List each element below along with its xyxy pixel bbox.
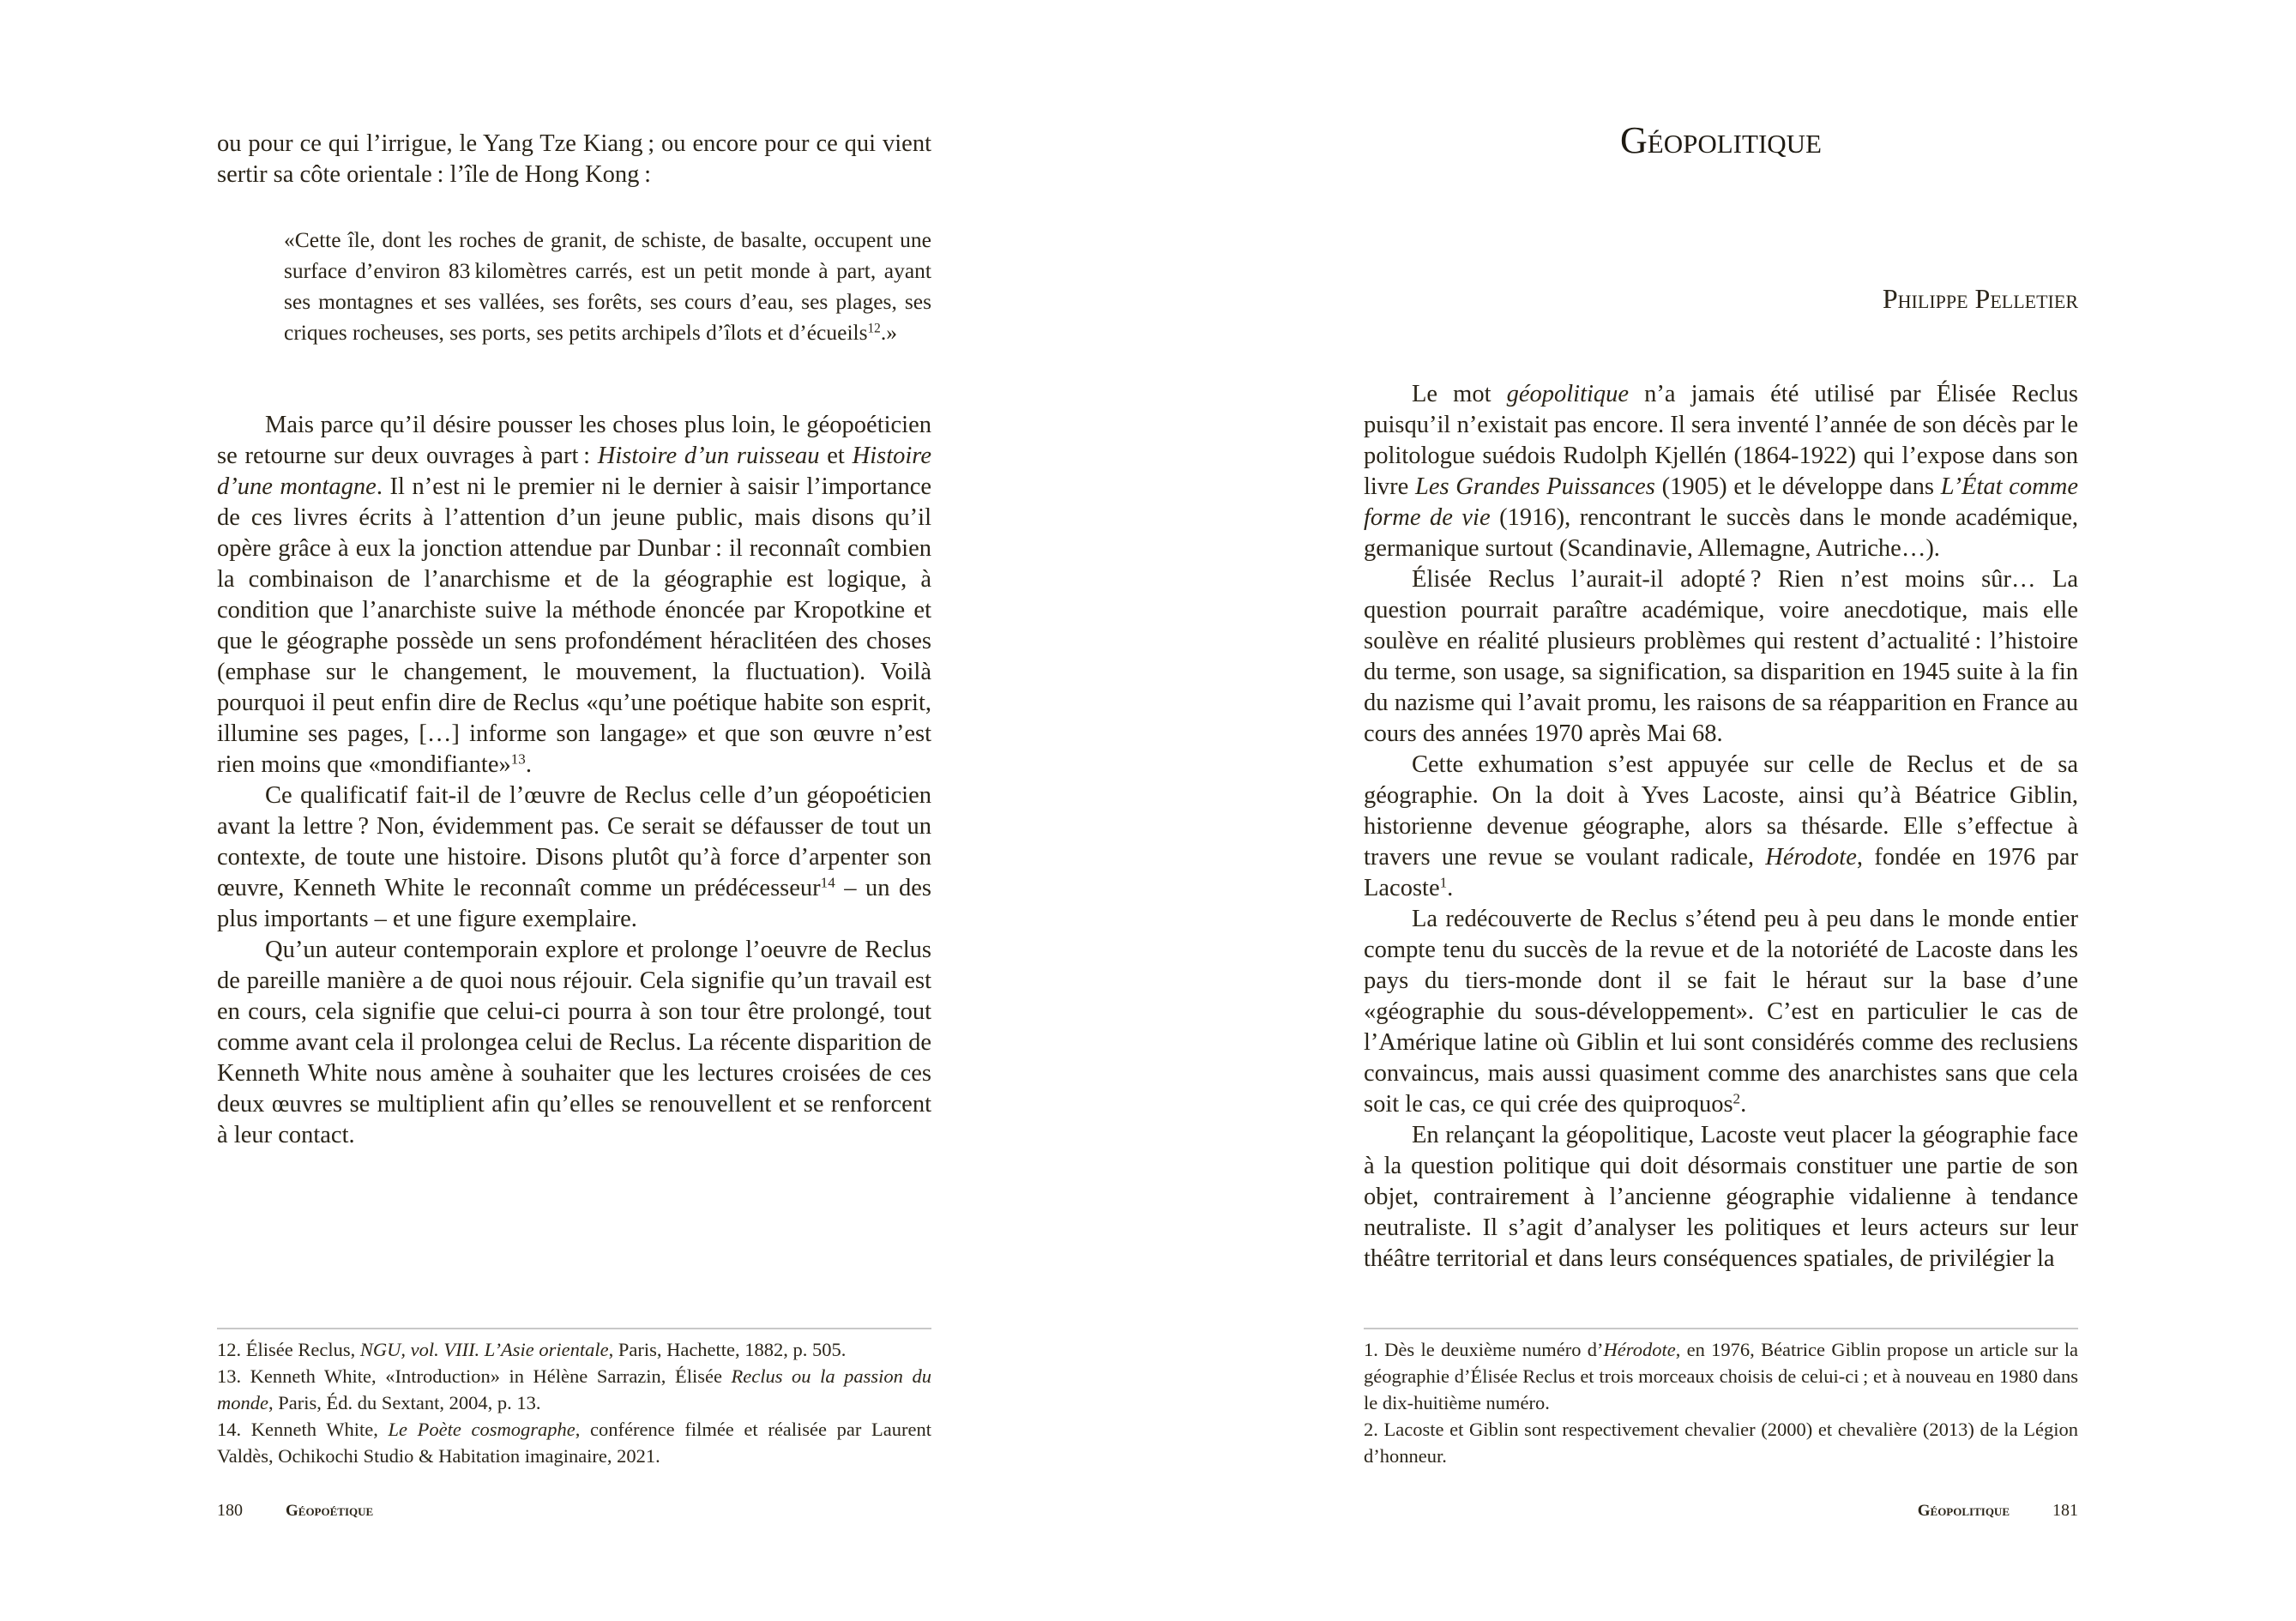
italic-text: Le Poète cosmographe (388, 1419, 576, 1440)
right-body (1364, 379, 2078, 1275)
text-run: 14. Kenneth White, (217, 1419, 389, 1440)
text-run: La redécouverte de Reclus s’étend peu à peu dans le monde entier compte tenu du succès de la revue et de la notoriété de Lacoste dans les pays du tiers-monde dont il se fait le héraut sur la base d’une «géographie du sous-développement». C’est en particulier le cas de l’Amérique latine où Giblin et lui sont considérés comme des reclusiens convaincus, mais aussi quasiment comme des anarchistes sans que cela soit le cas, ce qui crée des quiproquos (1364, 906, 2078, 1118)
footnote-ref: 2 (1733, 1090, 1741, 1107)
text-run: En relançant la géopolitique, Lacoste veut placer la géographie face à la question politique qui doit désormais constituer une partie de son objet, contrairement à l’ancienne géographie vidalienne à tendance neutraliste. Il s’agit d’analyser les politiques et leurs acteurs sur leur théâtre territorial et dans leurs conséquences spatiales, de privilégier la (1364, 1122, 2078, 1272)
running-head: Géopoétique (286, 1502, 374, 1520)
text-run: (1905) et le développe dans (1654, 473, 1941, 500)
italic-text: Histoire d’un ruisseau (597, 443, 820, 469)
text-run: Ce qualificatif fait-il de l’œuvre de Reclus celle d’un géopoéticien avant la lettre ? Non, évidemment pas. Ce serait se défausser de tout un contexte, de toute une histoire. Disons plutôt qu’à force d’arpenter son œuvre, Kenneth White le reconnaît comme un prédécesseur (217, 782, 931, 901)
footnote (1364, 1416, 2078, 1469)
text-run: ou pour ce qui l’irrigue, le Yang Tze Kiang ; ou encore pour ce qui vient sertir sa côte orientale : l’île de Hong Kong : (217, 130, 931, 188)
italic-text: NGU, vol. VIII. L’Asie orientale (359, 1339, 609, 1360)
text-run: .» (880, 320, 897, 345)
right-footer (1364, 1501, 2078, 1521)
paragraph (217, 410, 931, 780)
footnote (217, 1416, 931, 1469)
italic-text: Hérodote (1603, 1339, 1676, 1360)
footnote (1364, 1336, 2078, 1416)
paragraph (217, 780, 931, 935)
paragraph (1364, 750, 2078, 904)
text-run: , fondée en 1976 par Lacoste (1364, 844, 2078, 901)
text-run: 2. Lacoste et Giblin sont respectivement chevalier (2000) et chevalière (2013) de la Légion d’honneur. (1364, 1419, 2078, 1467)
text-run: . (1447, 875, 1454, 901)
paragraph (217, 129, 931, 190)
text-run: , Paris, Hachette, 1882, p. 505. (608, 1339, 847, 1360)
text-run: n’a jamais été utilisé par Élisée Reclus puisqu’il n’existait pas encore. Il sera inventé l’année de son décès par le politologue suédois Rudolph Kjellén (1864-1922) qui l’expose dans son livre (1364, 381, 2078, 500)
chapter-title: Géopolitique (1620, 119, 1822, 161)
text-run: (1916), rencontrant le succès dans le monde académique, germanique surtout (Scandinavie, Allemagne, Autriche…). (1364, 504, 2078, 562)
italic-text: Les Grandes Puissances (1414, 473, 1655, 500)
text-run: . (1740, 1091, 1747, 1118)
italic-text: Histoire d’une montagne (217, 443, 931, 500)
quote-text (284, 225, 931, 348)
paragraph (1364, 1120, 2078, 1275)
text-run: . (525, 751, 532, 778)
right-footnotes (1364, 1328, 2078, 1469)
text-run: , en 1976, Béatrice Giblin propose un article sur la géographie d’Élisée Reclus et trois morceaux choisis de celui-ci ; et à nouveau en 1980 dans le dix-huitième numéro. (1364, 1339, 2078, 1413)
text-run: «Cette île, dont les roches de granit, de schiste, de basalte, occupent une surface d’environ 83 kilomètres carrés, est un petit monde à part, ayant ses montagnes et ses vallées, ses forêts, ses cours d’eau, ses plages, ses criques rocheuses, ses ports, ses petits archipels d’îlots et d’écueils (284, 227, 931, 345)
footnote-ref: 12 (867, 321, 881, 336)
text-run: Le mot (1412, 381, 1507, 407)
chapter-author: Philippe Pelletier (1882, 283, 2078, 314)
footnote-ref: 13 (510, 750, 526, 768)
footnote-ref: 1 (1439, 874, 1448, 891)
running-head: Géopolitique (1917, 1502, 2010, 1520)
paragraph (1364, 379, 2078, 564)
paragraph (217, 935, 931, 1151)
footnote-ref: 14 (820, 874, 835, 891)
page-number: 180 (217, 1501, 243, 1520)
text-run: Élisée Reclus l’aurait-il adopté ? Rien n’est moins sûr… La question pourrait paraître académique, voire anecdotique, mais elle soulève en réalité plusieurs problèmes qui restent d’actualité : l’histoire du terme, son usage, sa signification, sa disparition en 1945 suite à la fin du nazisme qui l’avait promu, les raisons de sa réapparition en France au cours des années 1970 après Mai 68. (1364, 566, 2078, 747)
left-body (217, 410, 931, 1151)
left-intro (217, 129, 931, 190)
italic-text: Reclus ou la passion du monde (217, 1365, 931, 1413)
text-run: , Paris, Éd. du Sextant, 2004, p. 13. (268, 1392, 541, 1413)
text-run: 1. Dès le deuxième numéro d’ (1364, 1339, 1604, 1360)
footnote (217, 1336, 931, 1363)
text-run: . Il n’est ni le premier ni le dernier à saisir l’importance de ces livres écrits à l’attention d’un jeune public, mais disons qu’il opère grâce à eux la jonction attendue par Dunbar : il reconnaît combien la combinaison de l’anarchisme et de la géographie est logique, à condition que l’anarchiste suive la méthode énoncée par Kropotkine et que le géographe possède un sens profondément héraclitéen des choses (emphase sur le changement, le mouvement, la fluctuation). Voilà pourquoi il peut enfin dire de Reclus «qu’une poétique habite son esprit, illumine ses pages, […] informe son langage» et que son œuvre n’est rien moins que «mondifiante» (217, 473, 931, 778)
left-footer (217, 1501, 931, 1521)
footnote (217, 1363, 931, 1416)
page-number: 181 (2052, 1501, 2078, 1520)
text-run: – un des plus importants – et une figure exemplaire. (217, 875, 931, 932)
paragraph (1364, 904, 2078, 1120)
left-footnotes (217, 1328, 931, 1469)
paragraph (1364, 564, 2078, 750)
italic-text: géopolitique (1506, 381, 1630, 407)
block-quote (284, 225, 931, 348)
text-run: Cette exhumation s’est appuyée sur celle de Reclus et de sa géographie. On la doit à Yves Lacoste, ainsi qu’à Béatrice Giblin, historienne devenue géographe, alors sa thésarde. Elle s’effectue à travers une revue se voulant radicale, (1364, 751, 2078, 871)
text-run: 13. Kenneth White, «Introduction» in Hélène Sarrazin, Élisée (217, 1365, 732, 1387)
text-run: Mais parce qu’il désire pousser les choses plus loin, le géopoéticien se retourne sur deux ouvrages à part : (217, 412, 931, 469)
italic-text: Hérodote (1765, 844, 1857, 871)
text-run: Qu’un auteur contemporain explore et prolonge l’oeuvre de Reclus de pareille manière a de quoi nous réjouir. Cela signifie qu’un travail est en cours, cela signifie que celui-ci pourra à son tour être prolongé, tout comme avant cela il prolongea celui de Reclus. La récente disparition de Kenneth White nous amène à souhaiter que les lectures croisées de ces deux œuvres se multiplient afin qu’elles se renouvellent et se renforcent à leur contact. (217, 937, 931, 1148)
italic-text: L’État comme forme de vie (1364, 473, 2078, 531)
text-run: , conférence filmée et réalisée par Laurent Valdès, Ochikochi Studio & Habitation imaginaire, 2021. (217, 1419, 932, 1467)
text-run: 12. Élisée Reclus, (217, 1339, 360, 1360)
text-run: et (819, 443, 853, 469)
